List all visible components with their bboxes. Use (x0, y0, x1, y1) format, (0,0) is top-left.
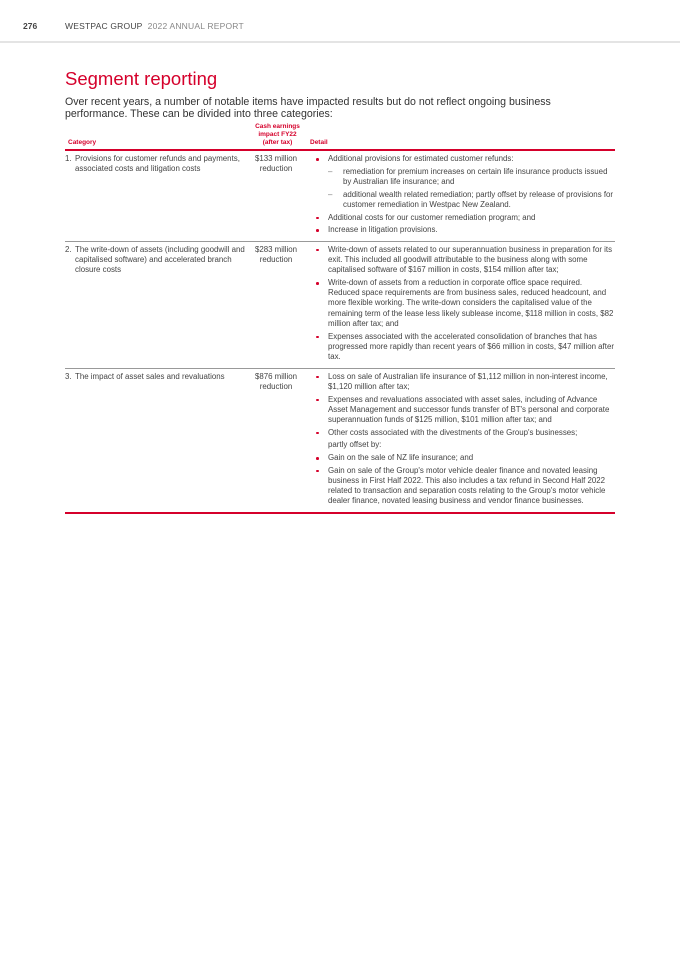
detail-list (315, 154, 615, 235)
header-impact (245, 123, 307, 150)
header-divider (0, 41, 680, 43)
category-cell (65, 241, 245, 368)
bullet-item: Gain on the sale of NZ life insurance; and (315, 453, 615, 463)
page-number: 276 (23, 21, 38, 31)
report-name: 2022 ANNUAL REPORT (147, 21, 244, 31)
bullet-item: Increase in litigation provisions. (315, 225, 615, 235)
bullet-item: Expenses associated with the accelerated consolidation of branches that has progressed more rapidly than recent years of $66 million in costs, $47 million after tax. (315, 332, 615, 363)
bullet-item: Gain on sale of the Group's motor vehicle dealer finance and novated leasing business in First Half 2022. This also includes a tax refund in Second Half 2022 related to transaction and separation costs relating to the Group's motor vehicle dealer finance, novated leasing business and vendor finance businesses. (315, 466, 615, 507)
sub-item: – remediation for premium increases on certain life insurance products issued by Australian life insurance; and (315, 167, 615, 187)
publisher: WESTPAC GROUP (65, 21, 143, 31)
category-number: 3. (65, 371, 72, 381)
category-number: 1. (65, 154, 72, 163)
bullet-item: Additional costs for our customer remediation program; and (315, 213, 615, 223)
category-text: The impact of asset sales and revaluations (75, 371, 225, 381)
impact-value: $876 million reduction (254, 371, 298, 391)
impact-cell (245, 241, 307, 368)
category-text: The write-down of assets (including goodwill and capitalised software) and accelerated branch closure costs (75, 244, 245, 275)
impact-value: $133 million reduction (254, 154, 298, 174)
bullet-item: Other costs associated with the divestments of the Group's businesses; (315, 428, 615, 438)
header-category: Category (65, 123, 245, 150)
header-impact-text: Cash earnings impact FY22 (after tax) (255, 123, 300, 146)
header-detail: Detail (307, 123, 615, 150)
category-number: 2. (65, 244, 72, 254)
notable-items-table (65, 123, 615, 514)
detail-cell (307, 150, 615, 241)
detail-note: partly offset by: (328, 440, 382, 450)
page-title: Segment reporting (65, 68, 218, 89)
bullet-item: Expenses and revaluations associated with asset sales, including of Advance Asset Management and successor funds transfer of BT's personal and corporate superannuation funds of $125 million, $101 million after tax; and (315, 395, 615, 426)
detail-cell (307, 241, 615, 368)
detail-list (315, 372, 615, 507)
impact-cell (245, 368, 307, 513)
bullet-item: Additional provisions for estimated customer refunds: (315, 154, 615, 164)
sub-item: – additional wealth related remediation; partly offset by release of provisions for customer remediation in Westpac New Zealand. (315, 190, 615, 210)
category-text: Provisions for customer refunds and payments, associated costs and litigation costs (75, 154, 240, 174)
impact-cell (245, 150, 307, 241)
table-row (65, 150, 615, 241)
impact-value: $283 million reduction (254, 244, 298, 265)
running-header (65, 21, 244, 31)
category-cell (65, 150, 245, 241)
bullet-item: Loss on sale of Australian life insurance of $1,112 million in non-interest income, $1,120 million after tax; (315, 372, 615, 392)
detail-list (315, 245, 615, 362)
category-cell (65, 368, 245, 513)
intro-paragraph: Over recent years, a number of notable items have impacted results but do not reflect ongoing business performance. These can be divided into three categories: (65, 96, 551, 120)
table-row (65, 368, 615, 513)
bullet-item: Write-down of assets related to our superannuation business in preparation for its exit. This included all goodwill attributable to the business along with some capitalised software of $167 million in costs, $154 million after tax; (315, 245, 615, 276)
detail-cell (307, 368, 615, 513)
bullet-item: Write-down of assets from a reduction in corporate office space required. Reduced space requirements are from business sales, reduced headcount, and more flexible working. The write-down considers the capitalised value of the remaining term of the lease less likely sublease income, $118 million in costs, $82 million after tax; and (315, 278, 615, 329)
table-row (65, 241, 615, 368)
